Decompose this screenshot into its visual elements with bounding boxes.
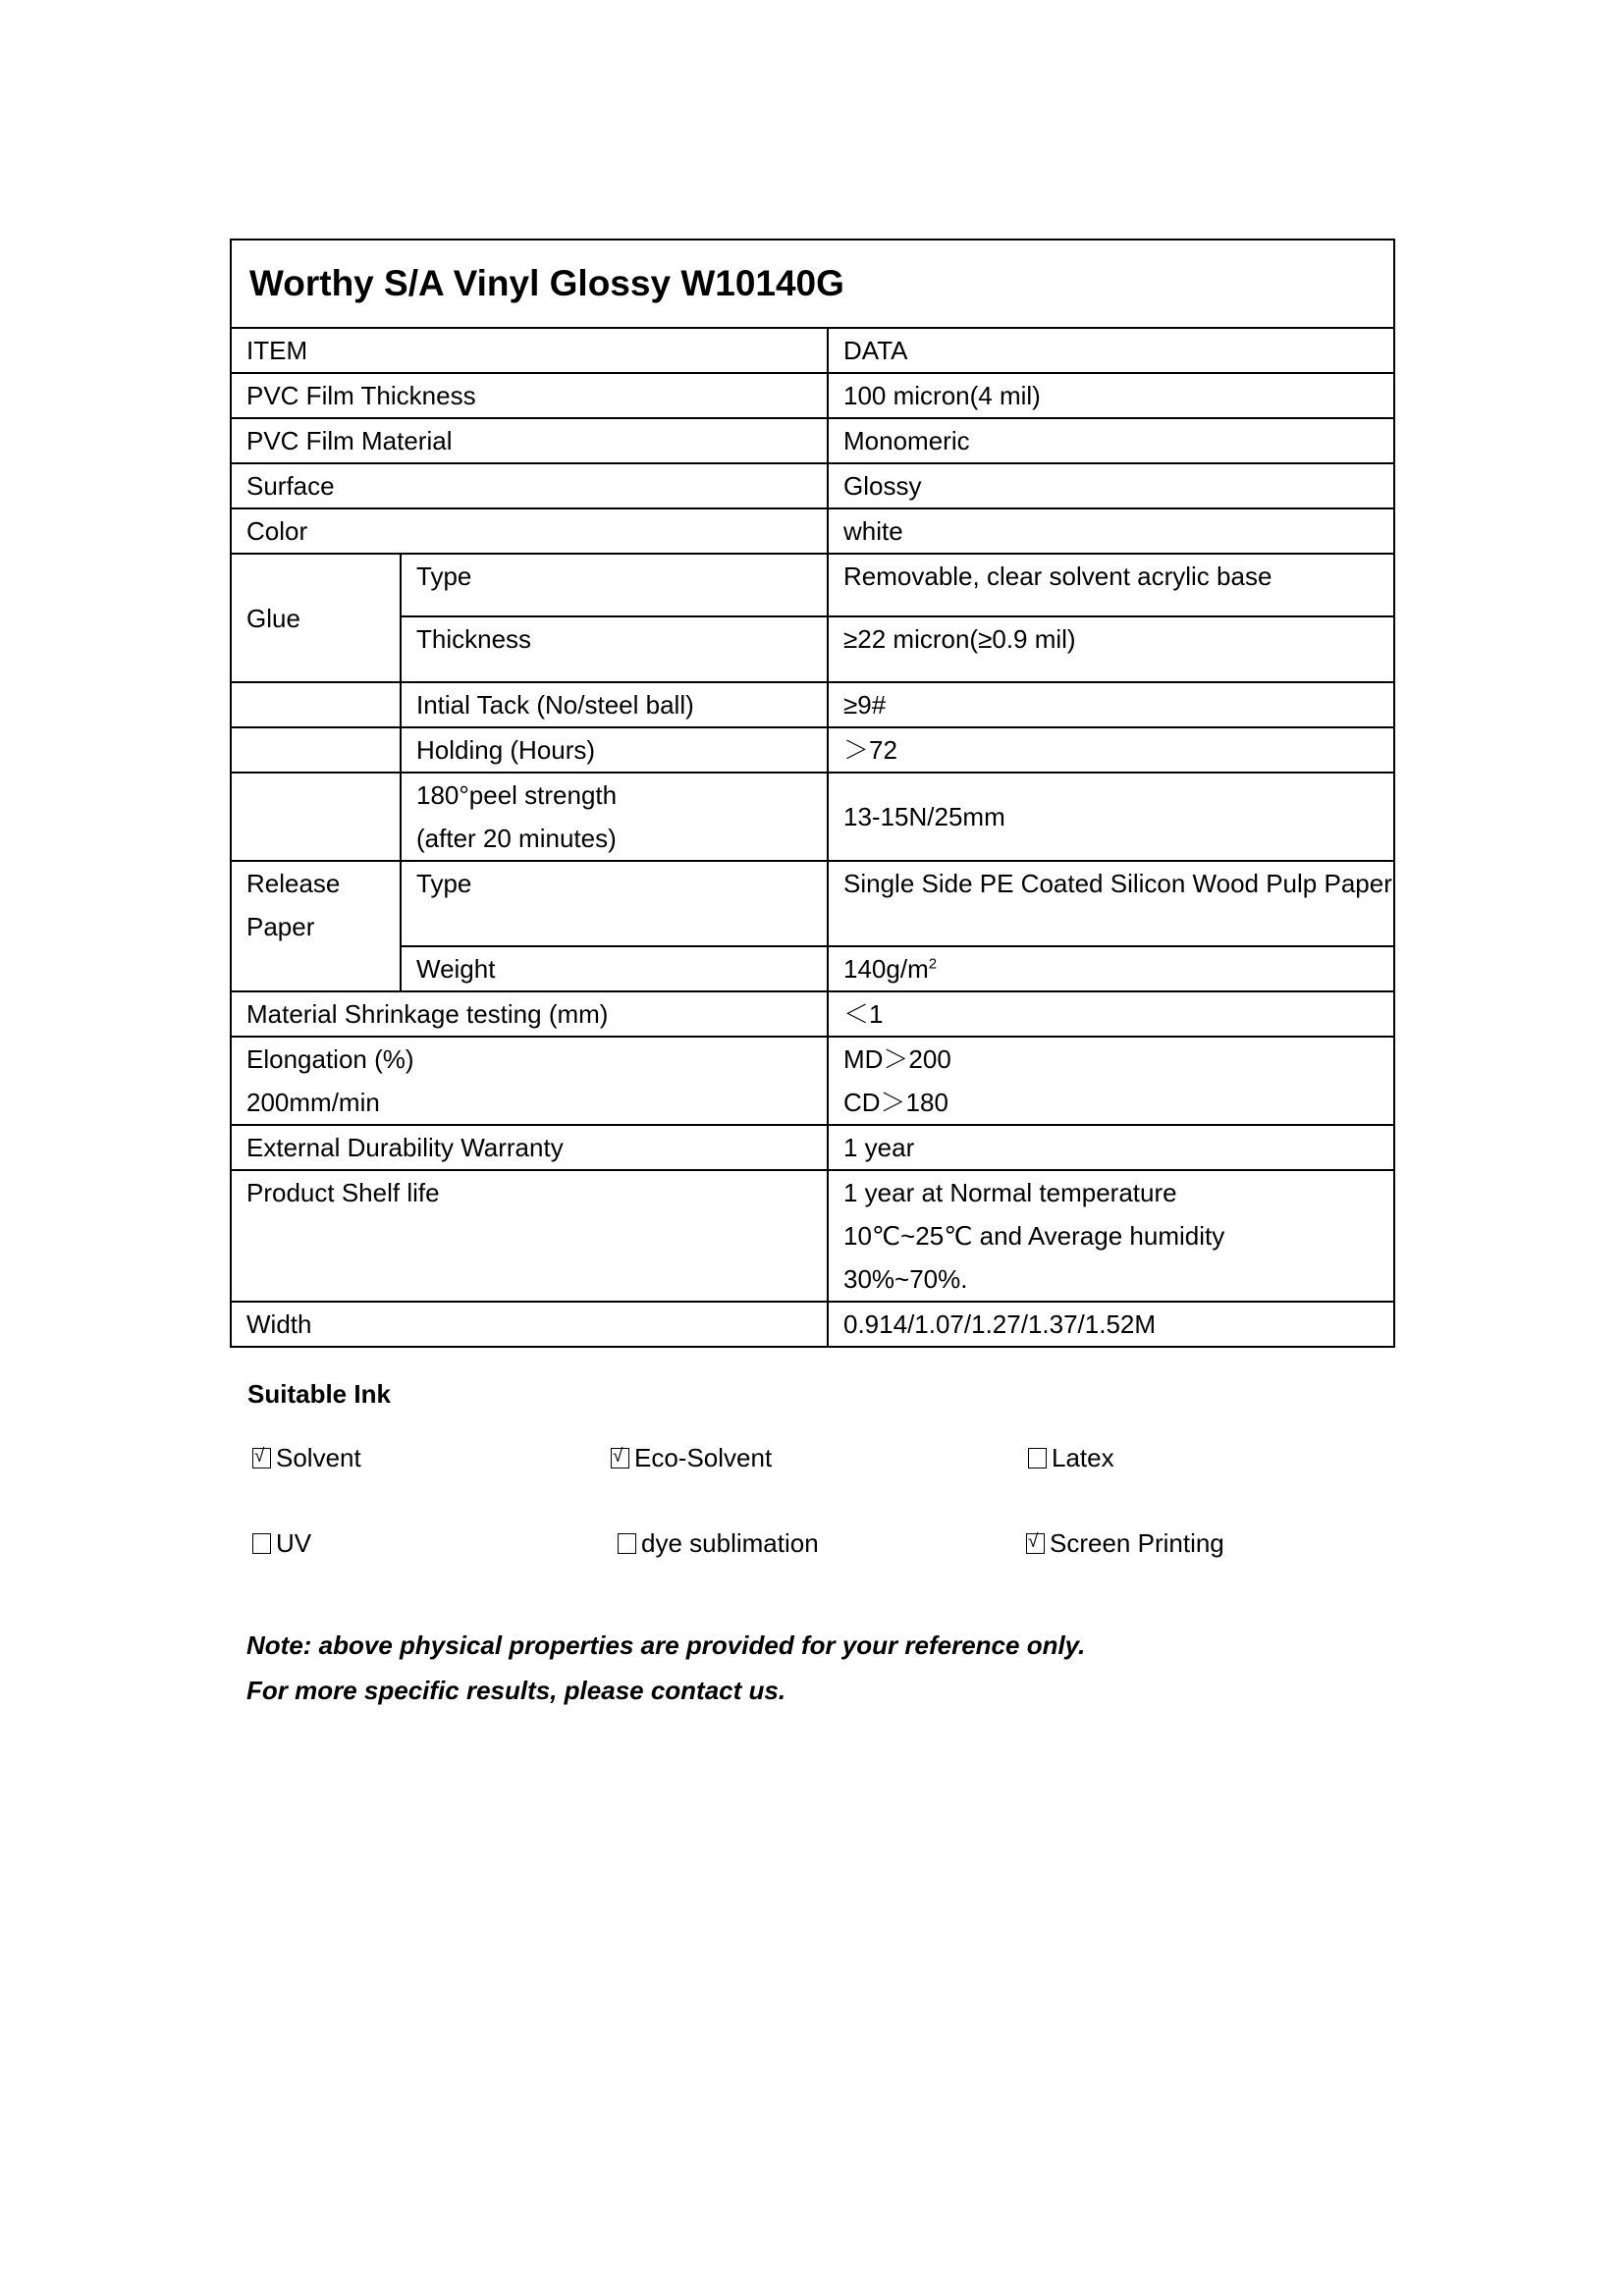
table-row (231, 682, 1394, 727)
ink-label: Eco-Solvent (634, 1443, 773, 1472)
row-value: ＞72 (828, 727, 1394, 773)
row-label (231, 1037, 828, 1125)
shelf-life-line3: 30%~70%. (843, 1264, 968, 1294)
ink-option-latex[interactable] (1028, 1443, 1114, 1472)
peel-label-line1: 180°peel strength (416, 780, 618, 810)
row-sublabel: Intial Tack (No/steel ball) (401, 682, 828, 727)
row-value: Removable, clear solvent acrylic base (828, 554, 1394, 616)
table-row (231, 463, 1394, 508)
ink-label: UV (276, 1528, 312, 1558)
table-row (231, 1037, 1394, 1125)
elongation-label-line2: 200mm/min (246, 1088, 380, 1117)
table-row (231, 1302, 1394, 1347)
row-label: Color (231, 508, 828, 554)
empty-cell (231, 773, 401, 861)
row-sublabel: Thickness (401, 616, 828, 682)
row-value: Monomeric (828, 418, 1394, 463)
row-value (828, 946, 1394, 991)
header-data: DATA (828, 328, 1394, 373)
release-paper-label (231, 861, 401, 991)
checkbox-unchecked-icon[interactable] (618, 1533, 636, 1554)
row-value: white (828, 508, 1394, 554)
ink-option-eco-solvent[interactable] (611, 1443, 772, 1472)
row-sublabel: Holding (Hours) (401, 727, 828, 773)
row-label: PVC Film Thickness (231, 373, 828, 418)
table-row (231, 616, 1394, 682)
note-line-2: For more specific results, please contact us. (246, 1676, 786, 1705)
row-sublabel (401, 773, 828, 861)
release-label-line1: Release (246, 869, 341, 898)
glue-label: Glue (231, 554, 401, 682)
note-line-1: Note: above physical properties are provided for your reference only. (246, 1630, 1086, 1660)
table-row (231, 373, 1394, 418)
checkbox-checked-icon[interactable] (252, 1448, 271, 1468)
ink-label: Screen Printing (1050, 1528, 1224, 1558)
row-value: ＜1 (828, 991, 1394, 1037)
ink-option-solvent[interactable] (252, 1443, 361, 1472)
table-row (231, 991, 1394, 1037)
title-text: Worthy S/A Vinyl Glossy W10140G (249, 263, 844, 303)
table-header-row (231, 328, 1394, 373)
shelf-life-line1: 1 year at Normal temperature (843, 1178, 1177, 1207)
spec-table (230, 239, 1395, 1348)
row-label: Width (231, 1302, 828, 1347)
empty-cell (231, 682, 401, 727)
row-value (828, 1170, 1394, 1302)
elongation-label-line1: Elongation (%) (246, 1044, 414, 1074)
elongation-md: MD＞200 (843, 1044, 951, 1074)
row-value: Glossy (828, 463, 1394, 508)
checkbox-unchecked-icon[interactable] (252, 1533, 271, 1554)
table-row (231, 418, 1394, 463)
row-sublabel: Type (401, 861, 828, 946)
table-row (231, 508, 1394, 554)
shelf-life-line2: 10℃~25℃ and Average humidity (843, 1221, 1225, 1251)
table-row (231, 946, 1394, 991)
table-row (231, 727, 1394, 773)
ink-label: dye sublimation (641, 1528, 819, 1558)
row-value: ≥22 micron(≥0.9 mil) (828, 616, 1394, 682)
row-label: Material Shrinkage testing (mm) (231, 991, 828, 1037)
header-item: ITEM (231, 328, 828, 373)
row-label: PVC Film Material (231, 418, 828, 463)
weight-value: 140g/m (843, 954, 929, 984)
ink-option-dye-sublimation[interactable] (618, 1528, 819, 1558)
table-row (231, 861, 1394, 946)
release-label-line2: Paper (246, 912, 315, 941)
ink-option-uv[interactable] (252, 1528, 311, 1558)
ink-option-screen-printing[interactable] (1026, 1528, 1224, 1558)
checkbox-checked-icon[interactable] (611, 1448, 629, 1468)
checkbox-unchecked-icon[interactable] (1028, 1448, 1047, 1468)
ink-label: Latex (1052, 1443, 1114, 1472)
table-row (231, 1170, 1394, 1302)
row-value: ≥9# (828, 682, 1394, 727)
ink-label: Solvent (276, 1443, 361, 1472)
document-title (231, 240, 1394, 328)
weight-exponent: 2 (928, 955, 938, 973)
row-label: Product Shelf life (231, 1170, 828, 1302)
row-value (828, 1037, 1394, 1125)
elongation-cd: CD＞180 (843, 1088, 948, 1117)
table-row (231, 554, 1394, 616)
row-value: Single Side PE Coated Silicon Wood Pulp Paper (828, 861, 1394, 946)
row-label: External Durability Warranty (231, 1125, 828, 1170)
peel-label-line2: (after 20 minutes) (416, 824, 617, 853)
row-sublabel: Weight (401, 946, 828, 991)
row-sublabel: Type (401, 554, 828, 616)
table-row (231, 1125, 1394, 1170)
row-value: 0.914/1.07/1.27/1.37/1.52M (828, 1302, 1394, 1347)
row-value: 13-15N/25mm (828, 773, 1394, 861)
table-row (231, 773, 1394, 861)
checkbox-checked-icon[interactable] (1026, 1533, 1045, 1554)
row-label: Surface (231, 463, 828, 508)
suitable-ink-heading: Suitable Ink (247, 1379, 391, 1409)
row-value: 1 year (828, 1125, 1394, 1170)
row-value: 100 micron(4 mil) (828, 373, 1394, 418)
empty-cell (231, 727, 401, 773)
